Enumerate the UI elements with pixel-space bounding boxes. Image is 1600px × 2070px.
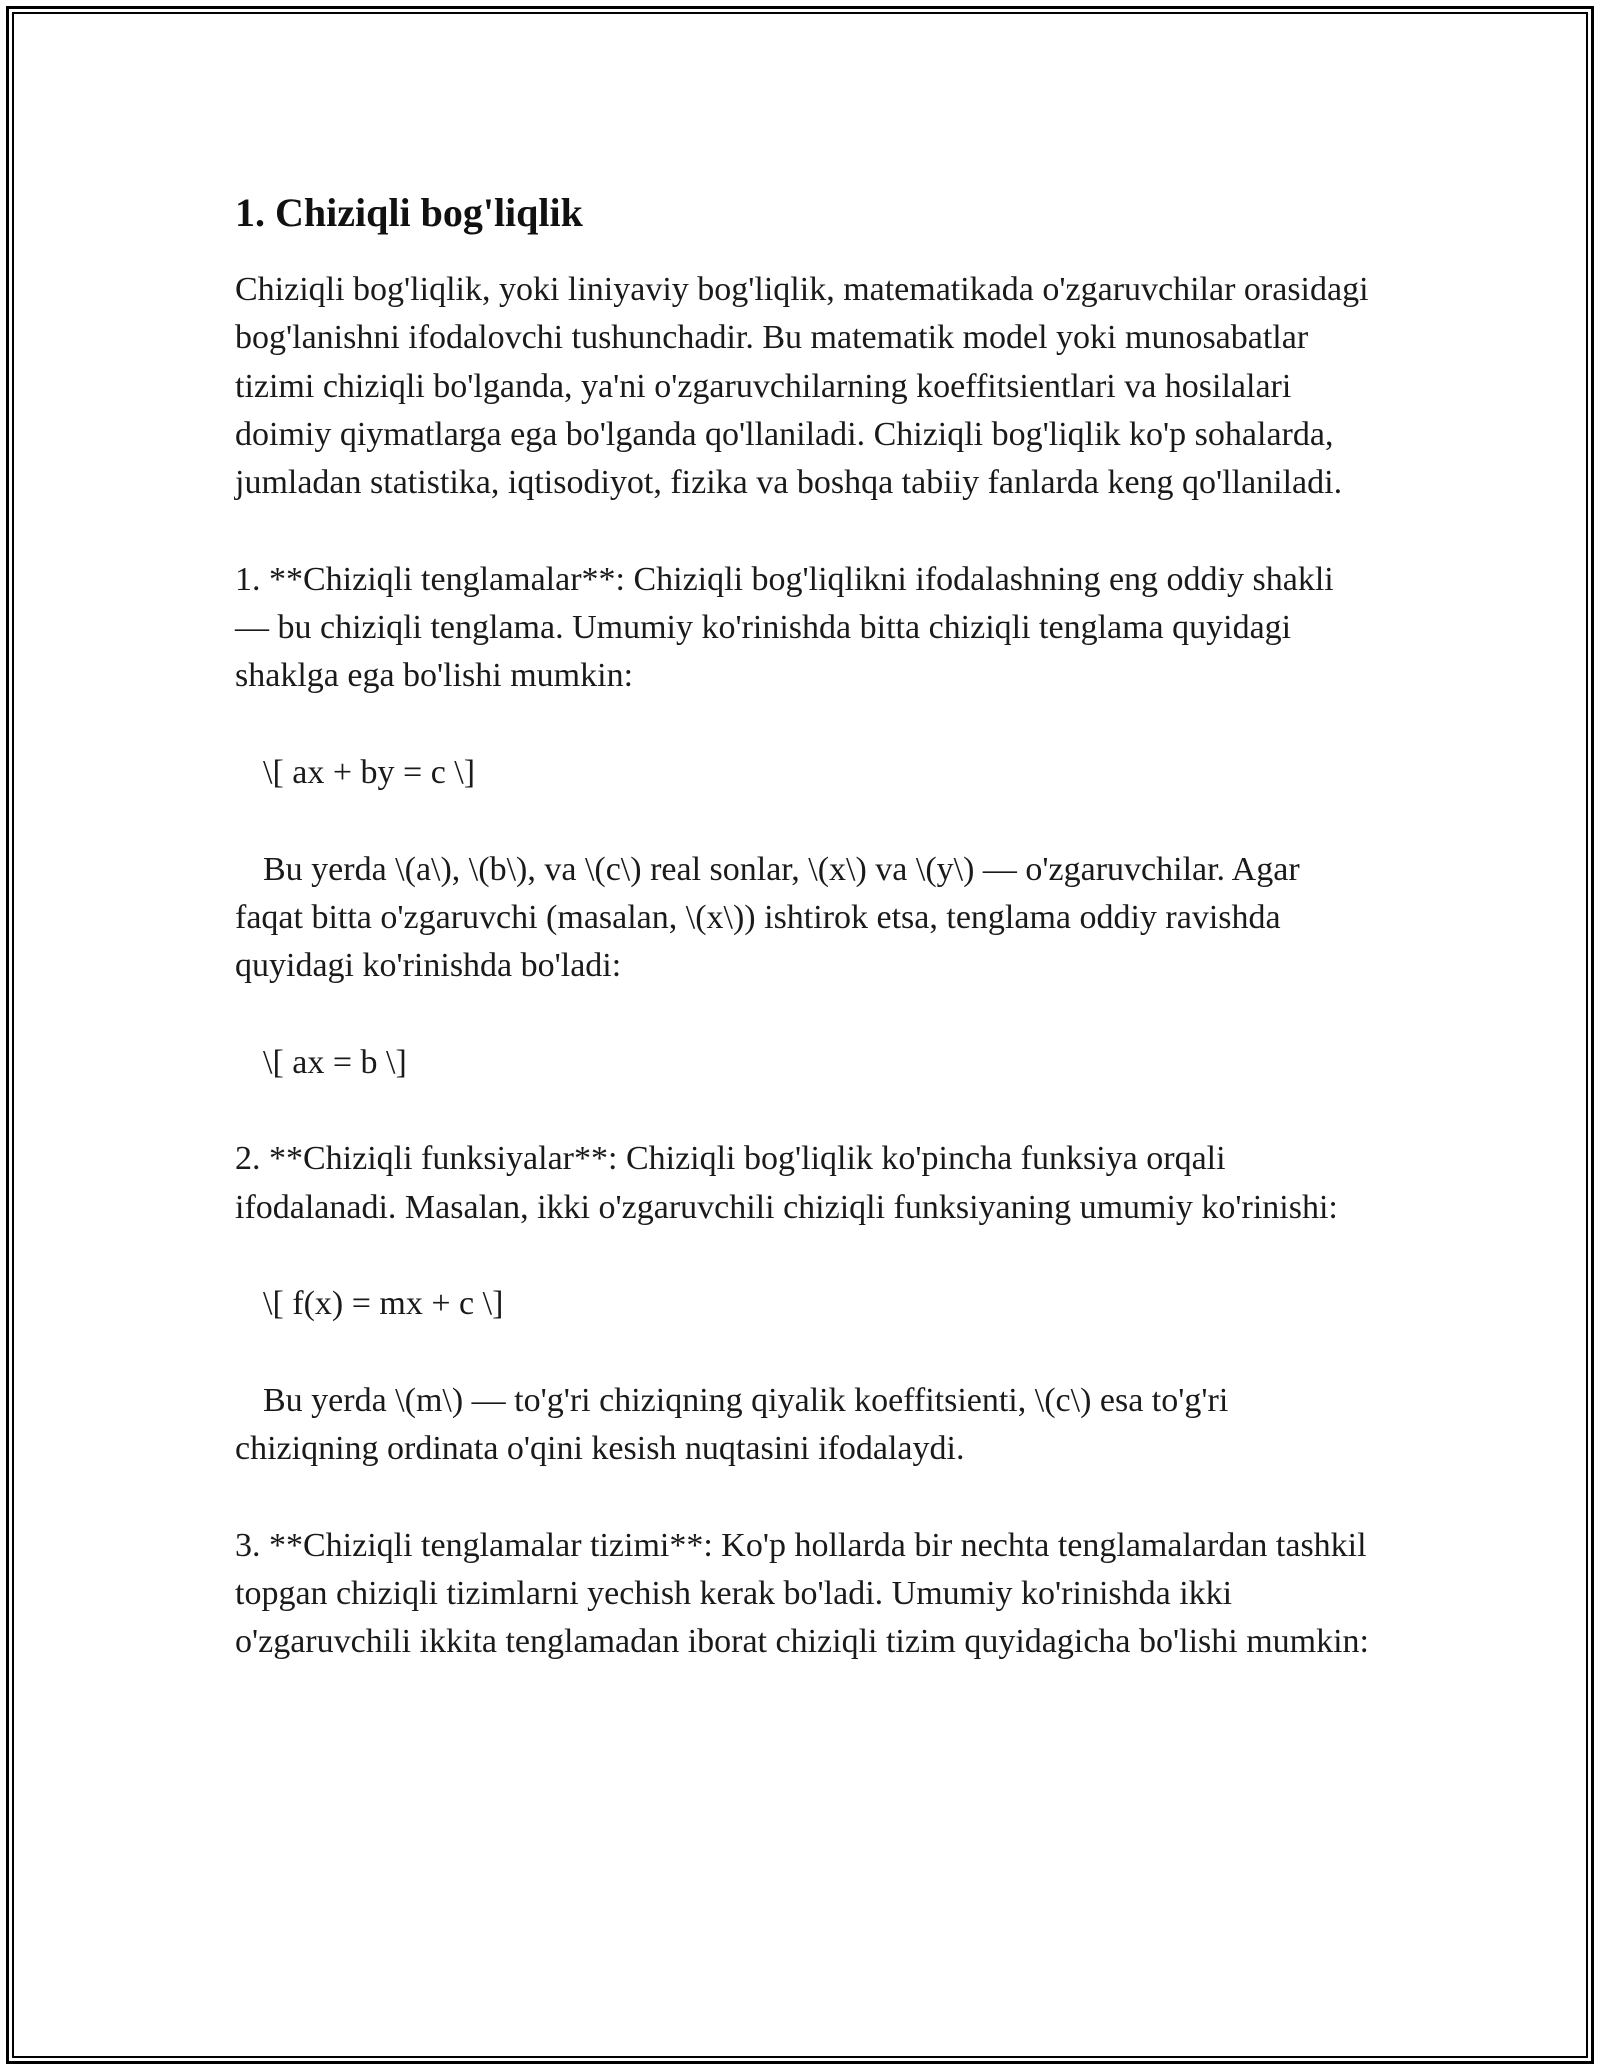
paragraph-gap — [235, 701, 1375, 749]
section-heading: 1. Chiziqli bog'liqlik — [235, 190, 583, 235]
explanation-variables — [235, 846, 1375, 991]
formula-ax-b: \[ ax = b \] — [263, 1043, 407, 1081]
paragraph-gap — [235, 797, 1375, 845]
list-item-linear-equations: 1. **Chiziqli tenglamalar**: Chiziqli bog'liqlikni ifodalashning eng oddiy shakli — bu chiziqli tenglama. Umumiy ko'rinishda bitta chiziqli tenglama quyidagi shaklga ega bo'lishi mumkin: — [235, 560, 1334, 695]
explanation-slope — [235, 1377, 1375, 1474]
list-item-linear-systems: 3. **Chiziqli tenglamalar tizimi**: Ko'p hollarda bir nechta tenglamalardan tashkil topgan chiziqli tizimlarni yechish kerak bo'ladi. Umumiy ko'rinishda ikki o'zgaruvchili ikkita tenglamadan iborat chiziqli tizim quyidagicha bo'lishi mumkin: — [235, 1526, 1369, 1661]
explanation-variables-text: Bu yerda \(a\), \(b\), va \(c\) real sonlar, \(x\) va \(y\) — o'zgaruvchilar. Agar faqat bitta o'zgaruvchi (masalan, \(x\)) ishtirok etsa, tenglama oddiy ravishda quyidagi ko'rinishda bo'ladi: — [235, 850, 1300, 985]
list-item-linear-functions: 2. **Chiziqli funksiyalar**: Chiziqli bog'liqlik ko'pincha funksiya orqali ifodalanadi. Masalan, ikki o'zgaruvchili chiziqli funksiyaning umumiy ko'rinishi: — [235, 1140, 1338, 1226]
formula-ax-by-c: \[ ax + by = c \] — [263, 753, 476, 791]
paragraph-gap — [235, 1087, 1375, 1135]
paragraph-gap — [235, 1232, 1375, 1280]
paragraph-gap — [235, 1329, 1375, 1377]
document-page — [235, 186, 1375, 1667]
explanation-slope-text: Bu yerda \(m\) — to'g'ri chiziqning qiyalik koeffitsienti, \(c\) esa to'g'ri chiziqning ordinata o'qini kesish nuqtasini ifodalaydi. — [235, 1381, 1229, 1468]
paragraph-gap — [235, 507, 1375, 555]
paragraph-gap — [235, 990, 1375, 1038]
intro-paragraph: Chiziqli bog'liqlik, yoki liniyaviy bog'liqlik, matematikada o'zgaruvchilar orasidagi bog'lanishni ifodalovchi tushunchadir. Bu matematik model yoki munosabatlar tizimi chiziqli bo'lganda, ya'ni o'zgaruvchilarning koeffitsientlari va hosilalari doimiy qiymatlarga ega bo'lganda qo'llaniladi. Chiziqli bog'liqlik ko'p sohalarda, jumladan statistika, iqtisodiyot, fizika va boshqa tabiiy fanlarda keng qo'llaniladi. — [235, 271, 1369, 502]
paragraph-gap — [235, 1473, 1375, 1521]
formula-fx-mx-c: \[ f(x) = mx + c \] — [263, 1285, 504, 1323]
